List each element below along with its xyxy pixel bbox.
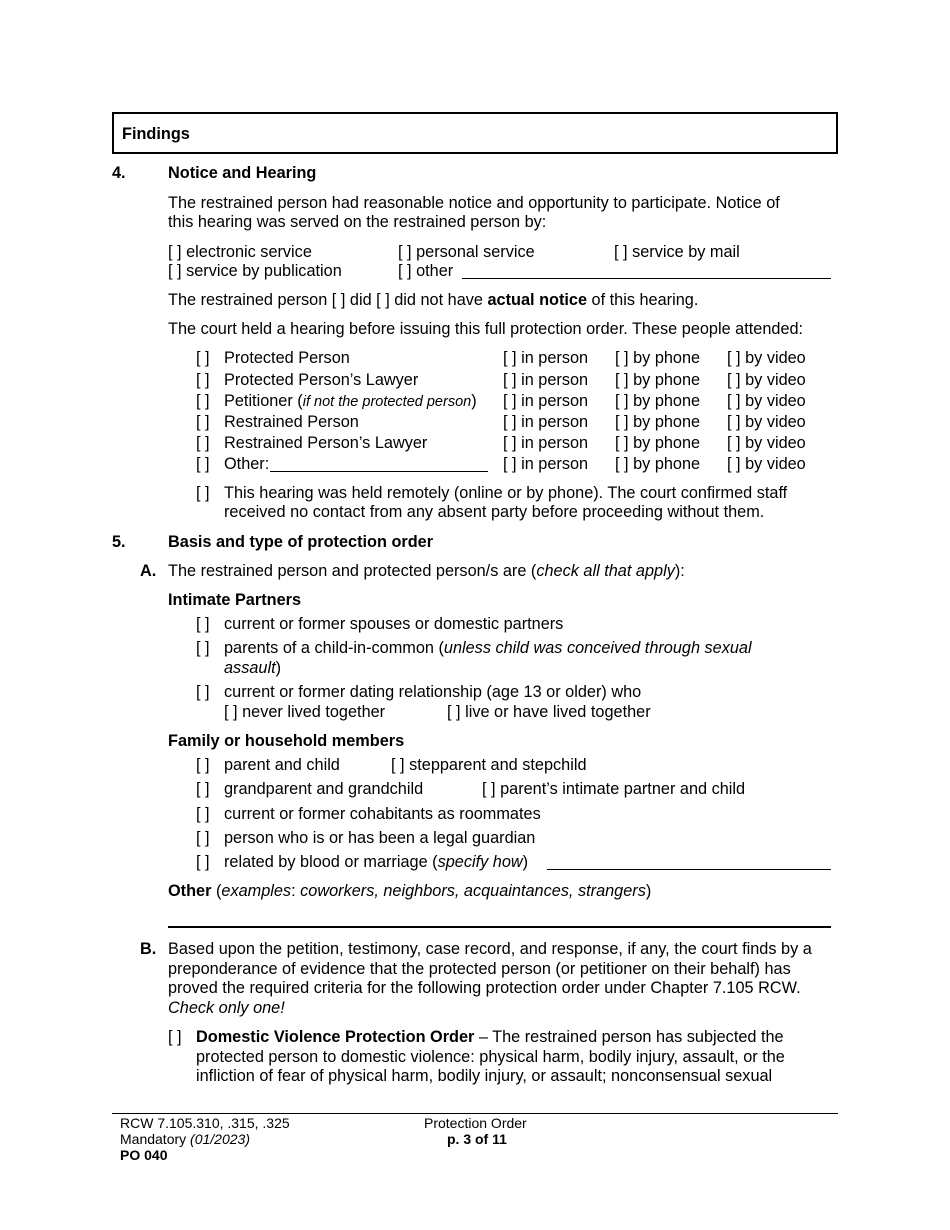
dvpo-checkbox[interactable]: [ ]	[168, 1028, 182, 1046]
section-4-title: Notice and Hearing	[168, 164, 317, 182]
ip-spouses-label: current or former spouses or domestic partners	[224, 615, 564, 633]
grandparent-label: grandparent and grandchild	[224, 780, 424, 798]
attendance-checkbox[interactable]: [ ]	[196, 455, 210, 473]
b-text-line-2: preponderance of evidence that the protected person (or petitioner on their behalf) has	[168, 960, 791, 978]
cohabitants-label: current or former cohabitants as roommates	[224, 805, 541, 823]
petitioner-label: Petitioner (	[224, 392, 303, 410]
dvpo-line-1	[196, 1027, 784, 1047]
actual-notice-statement[interactable]	[168, 290, 698, 310]
parent-child-label: parent and child	[224, 756, 340, 774]
findings-title: Findings	[122, 125, 190, 143]
ip-parents-label	[224, 638, 752, 658]
by-video-checkbox[interactable]: [ ] by video	[727, 455, 806, 473]
footer-rule	[112, 1113, 838, 1114]
a-intro-italic: check all that apply	[536, 562, 675, 580]
by-video-checkbox[interactable]: [ ] by video	[727, 349, 806, 367]
a-intro-text: The restrained person and protected person/s are (	[168, 562, 537, 580]
footer-form-number: PO 040	[120, 1147, 168, 1163]
ip-parents-close: )	[275, 659, 282, 677]
b-text-line-3: proved the required criteria for the following protection order under Chapter 7.105 RCW.	[168, 979, 801, 997]
service-mail-checkbox[interactable]: [ ] service by mail	[614, 243, 740, 261]
other-relationship-label	[168, 881, 651, 901]
in-person-checkbox[interactable]: [ ] in person	[503, 371, 589, 389]
section-5-title: Basis and type of protection order	[168, 533, 434, 551]
in-person-checkbox[interactable]: [ ] in person	[503, 392, 589, 410]
in-person-checkbox[interactable]: [ ] in person	[503, 413, 589, 431]
other-close: )	[645, 882, 652, 900]
ip-parents-text: parents of a child-in-common (	[224, 639, 444, 657]
actual-notice-part-2: of this hearing.	[587, 291, 699, 309]
ip-dating-checkbox[interactable]: [ ]	[196, 683, 210, 701]
section-5-number: 5.	[112, 533, 126, 551]
cohabitants-checkbox[interactable]: [ ]	[196, 805, 210, 823]
subsection-a-label: A.	[140, 562, 157, 580]
ip-parents-italic-2: assault	[224, 659, 276, 677]
guardian-label: person who is or has been a legal guardian	[224, 829, 536, 847]
service-electronic-checkbox[interactable]: [ ] electronic service	[168, 243, 312, 261]
subsection-a-intro	[168, 561, 685, 581]
dvpo-text: – The restrained person has subjected the	[474, 1028, 784, 1046]
in-person-checkbox[interactable]: [ ] in person	[503, 455, 589, 473]
by-phone-checkbox[interactable]: [ ] by phone	[615, 371, 701, 389]
ip-spouses-checkbox[interactable]: [ ]	[196, 615, 210, 633]
attendance-protected-person: Protected Person	[224, 349, 350, 367]
ip-parents-label-line-2	[224, 658, 281, 678]
attendance-checkbox[interactable]: [ ]	[196, 349, 210, 367]
footer-mandatory-label: Mandatory	[120, 1131, 191, 1147]
in-person-checkbox[interactable]: [ ] in person	[503, 434, 589, 452]
footer-date: (01/2023)	[190, 1131, 250, 1147]
notice-text-line-1: The restrained person had reasonable notice and opportunity to participate. Notice of	[168, 194, 780, 212]
footer-rcw: RCW 7.105.310, .315, .325	[120, 1115, 290, 1131]
attendance-restrained-lawyer: Restrained Person’s Lawyer	[224, 434, 428, 452]
lived-together-checkbox[interactable]: [ ] live or have lived together	[447, 703, 651, 721]
notice-text-line-2: this hearing was served on the restrained person by:	[168, 213, 547, 231]
hearing-intro: The court held a hearing before issuing this full protection order. These people attended:	[168, 320, 804, 338]
by-phone-checkbox[interactable]: [ ] by phone	[615, 392, 701, 410]
ip-parents-checkbox[interactable]: [ ]	[196, 639, 210, 657]
service-personal-checkbox[interactable]: [ ] personal service	[398, 243, 535, 261]
dvpo-line-3: infliction of fear of physical harm, bodily injury, or assault; nonconsensual sexual	[196, 1067, 773, 1085]
related-specify-blank[interactable]	[547, 869, 831, 870]
other-examples-label: examples	[221, 882, 292, 900]
attendance-checkbox[interactable]: [ ]	[196, 392, 210, 410]
family-household-heading: Family or household members	[168, 732, 405, 750]
grandparent-checkbox[interactable]: [ ]	[196, 780, 210, 798]
footer-doc-title: Protection Order	[424, 1115, 527, 1131]
stepparent-checkbox[interactable]: [ ] stepparent and stepchild	[391, 756, 587, 774]
guardian-checkbox[interactable]: [ ]	[196, 829, 210, 847]
attendance-restrained-person: Restrained Person	[224, 413, 359, 431]
by-video-checkbox[interactable]: [ ] by video	[727, 413, 806, 431]
findings-header-box	[112, 112, 838, 154]
remote-hearing-line-1: This hearing was held remotely (online or by phone). The court confirmed staff	[224, 484, 788, 502]
a-intro-close: ):	[674, 562, 685, 580]
by-phone-checkbox[interactable]: [ ] by phone	[615, 434, 701, 452]
footer-mandatory	[120, 1131, 250, 1147]
by-phone-checkbox[interactable]: [ ] by phone	[615, 349, 701, 367]
by-video-checkbox[interactable]: [ ] by video	[727, 434, 806, 452]
subsection-b-label: B.	[140, 940, 157, 958]
petitioner-note: if not the protected person	[302, 394, 472, 410]
never-lived-together-checkbox[interactable]: [ ] never lived together	[224, 703, 386, 721]
other-bold: Other	[168, 882, 212, 900]
attendance-protected-lawyer: Protected Person’s Lawyer	[224, 371, 419, 389]
attendance-petitioner	[224, 391, 477, 412]
attendance-other: Other:	[224, 455, 270, 473]
attendance-other-blank[interactable]	[270, 471, 488, 472]
attendance-checkbox[interactable]: [ ]	[196, 413, 210, 431]
by-phone-checkbox[interactable]: [ ] by phone	[615, 413, 701, 431]
by-phone-checkbox[interactable]: [ ] by phone	[615, 455, 701, 473]
attendance-checkbox[interactable]: [ ]	[196, 434, 210, 452]
remote-hearing-checkbox[interactable]: [ ]	[196, 484, 210, 502]
in-person-checkbox[interactable]: [ ] in person	[503, 349, 589, 367]
intimate-partners-heading: Intimate Partners	[168, 591, 302, 609]
petitioner-close: )	[471, 392, 477, 410]
other-relationship-blank[interactable]	[168, 926, 831, 928]
ip-dating-label: current or former dating relationship (age 13 or older) who	[224, 683, 642, 701]
dvpo-title: Domestic Violence Protection Order	[196, 1028, 475, 1046]
actual-notice-bold: actual notice	[487, 291, 588, 309]
b-text-line-1: Based upon the petition, testimony, case record, and response, if any, the court finds by a	[168, 940, 812, 958]
by-video-checkbox[interactable]: [ ] by video	[727, 371, 806, 389]
parent-child-checkbox[interactable]: [ ]	[196, 756, 210, 774]
footer-page-number: p. 3 of 11	[447, 1131, 507, 1147]
service-other-checkbox[interactable]: [ ] other	[398, 262, 454, 280]
ip-parents-italic: unless child was conceived through sexual	[443, 639, 752, 657]
intimate-partner-child-checkbox[interactable]: [ ] parent’s intimate partner and child	[482, 780, 746, 798]
dvpo-line-2: protected person to domestic violence: physical harm, bodily injury, assault, or the	[196, 1048, 785, 1066]
actual-notice-part-1: The restrained person [ ] did [ ] did not have	[168, 291, 488, 309]
related-close: )	[522, 853, 529, 871]
b-check-only-one: Check only one!	[168, 999, 285, 1017]
related-text: related by blood or marriage (	[224, 853, 438, 871]
attendance-checkbox[interactable]: [ ]	[196, 371, 210, 389]
section-4-number: 4.	[112, 164, 126, 182]
service-publication-checkbox[interactable]: [ ] service by publication	[168, 262, 342, 280]
related-checkbox[interactable]: [ ]	[196, 853, 210, 871]
related-italic: specify how	[437, 853, 523, 871]
remote-hearing-line-2: received no contact from any absent party before proceeding without them.	[224, 503, 765, 521]
other-colon: :	[291, 882, 301, 900]
service-other-blank[interactable]	[462, 278, 831, 279]
other-open: (	[211, 882, 222, 900]
by-video-checkbox[interactable]: [ ] by video	[727, 392, 806, 410]
other-examples: coworkers, neighbors, acquaintances, strangers	[300, 882, 646, 900]
related-label	[224, 852, 528, 872]
